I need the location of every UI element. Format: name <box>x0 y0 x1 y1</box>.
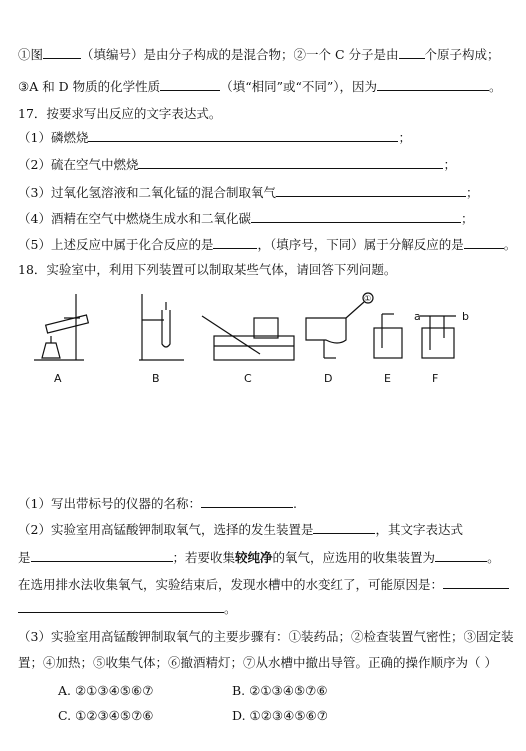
text: 。 <box>503 237 517 252</box>
blank[interactable] <box>201 494 293 508</box>
option-a[interactable]: A. ②①③④⑤⑥⑦ <box>58 683 154 698</box>
text: ； <box>465 185 479 200</box>
text: （填“相同”或“不同”），因为 <box>220 79 377 94</box>
text: 。 <box>487 550 500 565</box>
question-18-2-line-4 <box>18 599 237 618</box>
option-c[interactable]: C. ①②③④⑤⑦⑥ <box>58 708 154 723</box>
blank[interactable] <box>443 575 509 589</box>
option-d[interactable]: D. ①②③④⑤⑥⑦ <box>232 708 328 723</box>
figure-side-label-b: b <box>462 310 469 323</box>
blank[interactable] <box>399 45 425 59</box>
blank[interactable] <box>213 235 257 249</box>
question-17-title: 17．按要求写出反应的文字表达式。 <box>18 106 222 121</box>
figure-label-e: E <box>384 372 391 385</box>
blank[interactable] <box>377 77 489 91</box>
apparatus-svg <box>24 288 494 388</box>
blank[interactable] <box>43 45 81 59</box>
blank[interactable] <box>464 235 504 249</box>
text: （3）过氧化氢溶液和二氧化锰的混合制取氧气 <box>18 185 276 200</box>
question-18-title: 18．实验室中，利用下列装置可以制取某些气体，请回答下列问题。 <box>18 262 397 277</box>
blank[interactable] <box>435 548 487 562</box>
blank[interactable] <box>18 599 224 613</box>
question-16-line-2 <box>18 77 502 96</box>
figure-label-f: F <box>432 372 439 385</box>
text: 的氧气，应选用的收集装置为 <box>272 550 436 565</box>
blank[interactable] <box>31 548 173 562</box>
text: 是 <box>18 550 31 565</box>
question-18-3-line-1: （3）实验室用高锰酸钾制取氧气的主要步骤有：①装药品；②检查装置气密性；③固定装 <box>18 629 514 644</box>
blank[interactable] <box>160 77 220 91</box>
text: 。 <box>224 601 237 616</box>
text: （2）硫在空气中燃烧 <box>18 157 139 172</box>
bold-text: 较纯净 <box>235 550 273 565</box>
text: ； <box>398 130 411 145</box>
blank[interactable] <box>88 128 398 142</box>
figure-label-c: C <box>244 372 252 385</box>
text: ； <box>443 157 456 172</box>
text: （1）写出带标号的仪器的名称： <box>18 496 201 511</box>
question-17-3 <box>18 183 478 202</box>
question-17-5 <box>18 235 516 254</box>
text: （填编号）是由分子构成的是混合物；②一个 C 分子是由 <box>81 47 399 62</box>
text: （5）上述反应中属于化合反应的是 <box>18 237 214 252</box>
text: ，（填序号，下同）属于分解反应的是 <box>257 237 464 252</box>
text: （2）实验室用高锰酸钾制取氧气，选择的发生装置是 <box>18 522 314 537</box>
text: ③A 和 D 物质的化学性质 <box>18 79 161 94</box>
text: ； <box>460 211 474 226</box>
text: ；若要收集 <box>172 550 236 565</box>
figure-side-label-a: a <box>414 310 421 323</box>
question-18-3-line-2: 置；④加热；⑤收集气体；⑥撤酒精灯；⑦从水槽中撤出导管。正确的操作顺序为（ ） <box>18 655 497 670</box>
text: 个原子构成； <box>424 47 500 62</box>
text: （1）磷燃烧 <box>18 130 89 145</box>
text: . <box>292 496 297 511</box>
blank[interactable] <box>138 155 443 169</box>
figure-label-a: A <box>54 372 62 385</box>
question-17-1 <box>18 128 411 147</box>
question-18-2-line-3 <box>18 575 509 594</box>
figure-label-d: D <box>324 372 333 385</box>
question-17-4 <box>18 209 473 228</box>
blank[interactable] <box>276 183 466 197</box>
figure-marker: ① <box>364 294 372 303</box>
question-16-line-1 <box>18 45 500 64</box>
figure-label-b: B <box>152 372 160 385</box>
option-b[interactable]: B. ②①③④⑤⑦⑥ <box>232 683 328 698</box>
text: 在选用排水法收集氧气，实验结束后，发现水槽中的水变红了，可能原因是： <box>18 577 444 592</box>
text: 。 <box>489 79 502 94</box>
question-17-2 <box>18 155 456 174</box>
question-18-2-line-1 <box>18 520 463 539</box>
text: ①图 <box>18 47 44 62</box>
blank[interactable] <box>313 520 375 534</box>
text: （4）酒精在空气中燃烧生成水和二氧化碳 <box>18 211 251 226</box>
apparatus-figure <box>24 288 494 388</box>
question-18-2-line-2 <box>18 548 500 567</box>
question-18-1 <box>18 494 297 513</box>
text: ，其文字表达式 <box>375 522 463 537</box>
blank[interactable] <box>251 209 461 223</box>
